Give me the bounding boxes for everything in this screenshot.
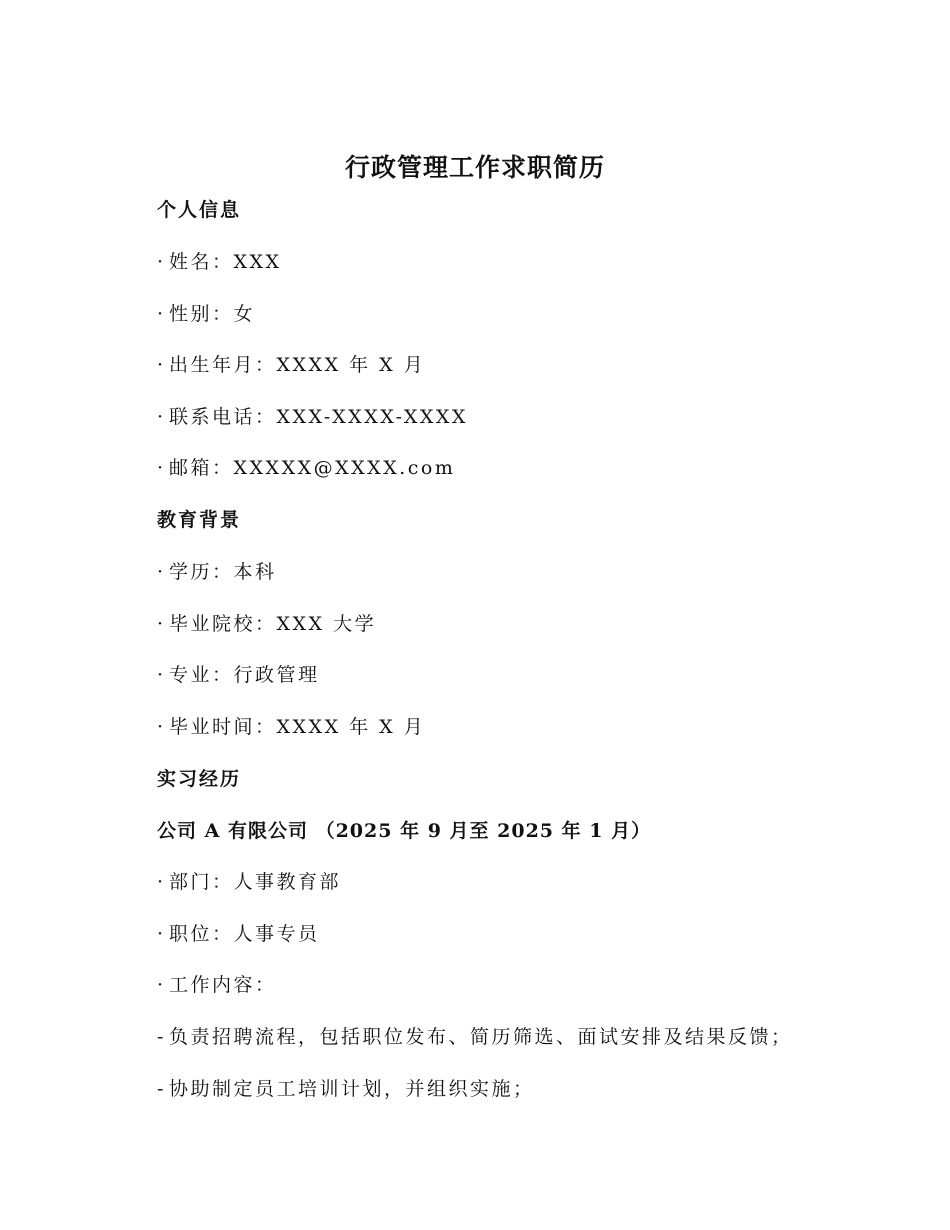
bullet-icon: · — [157, 664, 164, 686]
duty-item-training: - 协助制定员工培训计划，并组织实施； — [157, 1075, 535, 1103]
resume-title: 行政管理工作求职简历 — [344, 153, 605, 182]
duty-item-recruiting: - 负责招聘流程，包括职位发布、简历筛选、面试安排及结果反馈； — [157, 1023, 793, 1051]
bullet-icon: · — [157, 406, 164, 428]
list-item-graduation-date: · 毕业时间：XXXX 年 X 月 — [157, 713, 425, 741]
bullet-icon: · — [157, 871, 164, 893]
bullet-icon: · — [157, 251, 164, 273]
list-item-degree: · 学历：本科 — [157, 558, 277, 586]
list-item-birth-date: · 出生年月：XXXX 年 X 月 — [157, 351, 425, 379]
bullet-icon: · — [157, 457, 164, 479]
list-item-email: · 邮箱：XXXXX@XXXX.com — [157, 454, 455, 482]
bullet-icon: · — [157, 354, 164, 376]
list-item-phone: · 联系电话：XXX-XXXX-XXXX — [157, 403, 468, 431]
bullet-icon: · — [157, 974, 164, 996]
list-item-gender: · 性别：女 — [157, 300, 255, 328]
list-item-department: · 部门：人事教育部 — [157, 868, 341, 896]
list-item-position: · 职位：人事专员 — [157, 920, 320, 948]
list-item-duties: · 工作内容： — [157, 971, 277, 999]
bullet-icon: · — [157, 561, 164, 583]
section-heading-internship: 实习经历 — [157, 768, 242, 790]
bullet-icon: · — [157, 303, 164, 325]
list-item-school: · 毕业院校：XXX 大学 — [157, 610, 376, 638]
bullet-icon: · — [157, 923, 164, 945]
internship-company: 公司 A 有限公司 （2025 年 9 月至 2025 年 1 月） — [157, 820, 652, 842]
list-item-major: · 专业：行政管理 — [157, 661, 320, 689]
dash-icon: - — [157, 1078, 164, 1100]
section-heading-education: 教育背景 — [157, 509, 242, 531]
section-heading-personal-info: 个人信息 — [157, 199, 242, 221]
bullet-icon: · — [157, 613, 164, 635]
list-item-name: · 姓名：XXX — [157, 248, 282, 276]
dash-icon: - — [157, 1026, 164, 1048]
bullet-icon: · — [157, 716, 164, 738]
